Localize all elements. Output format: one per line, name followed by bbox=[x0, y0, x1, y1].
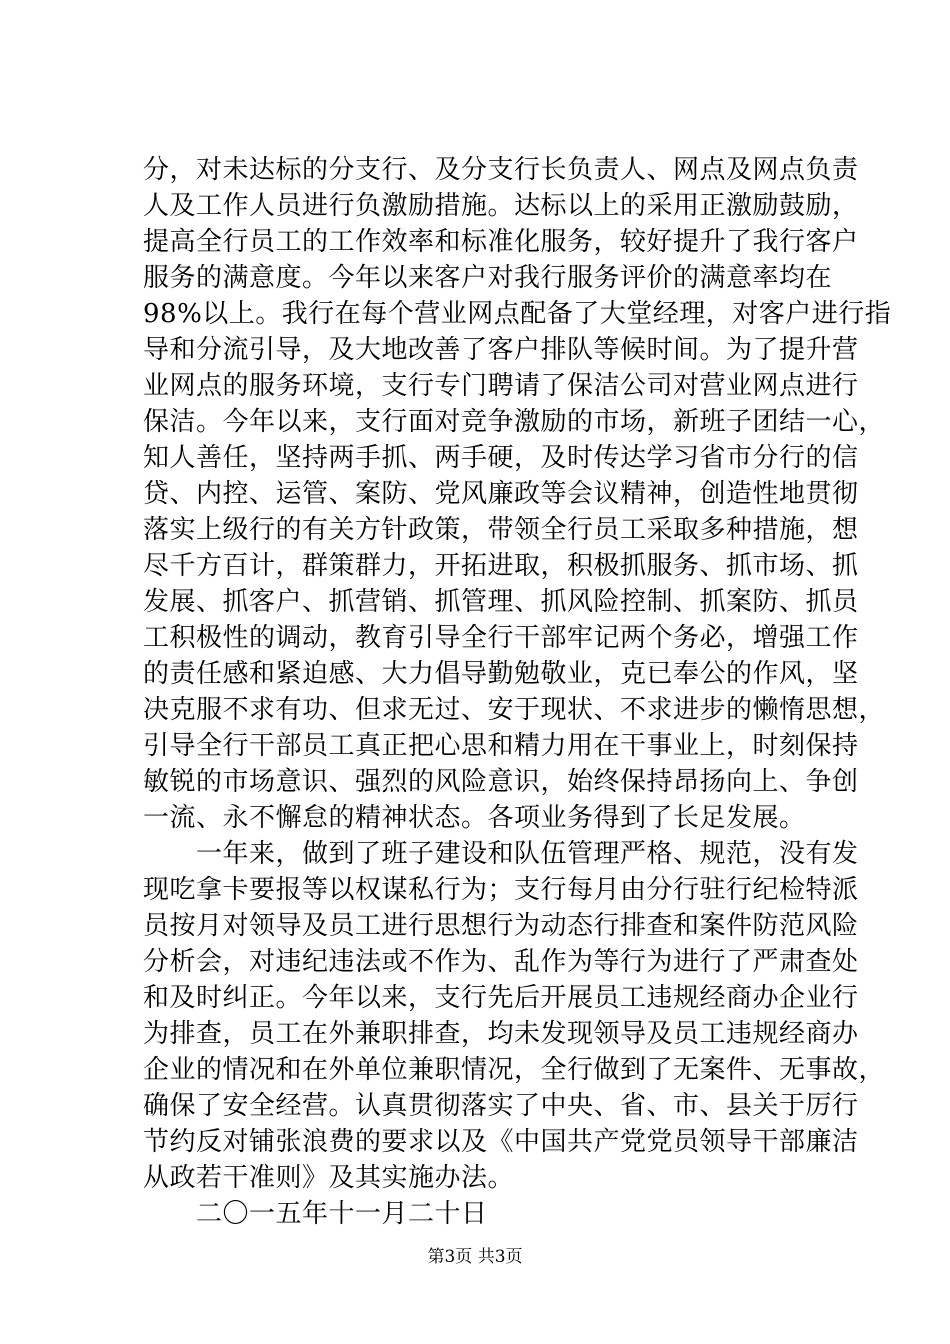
text-line: 导和分流引导，及大地改善了客户排队等候时间。为了提升营 bbox=[143, 335, 859, 365]
text-line: 落实上级行的有关方针政策，带领全行员工采取多种措施，想 bbox=[143, 515, 859, 545]
text-line: 节约反对铺张浪费的要求以及《中国共产党党员领导干部廉洁 bbox=[143, 1127, 859, 1157]
text-line: 员按月对领导及员工进行思想行为动态行排查和案件防范风险 bbox=[143, 911, 859, 941]
text-line: 分析会，对违纪违法或不作为、乱作为等行为进行了严肃查处 bbox=[143, 947, 859, 977]
text-line: 发展、抓客户、抓营销、抓管理、抓风险控制、抓案防、抓员 bbox=[143, 587, 859, 617]
page-footer bbox=[0, 1246, 950, 1268]
text-line: 确保了安全经营。认真贯彻落实了中央、省、市、县关于厉行 bbox=[143, 1091, 859, 1121]
text-line: 企业的情况和在外单位兼职情况，全行做到了无案件、无事故， bbox=[143, 1055, 886, 1085]
text-line: 保洁。今年以来，支行面对竞争激励的市场，新班子团结一心， bbox=[143, 407, 886, 437]
text-line: 98%以上。我行在每个营业网点配备了大堂经理，对客户进行指 bbox=[143, 299, 892, 329]
date-line: 二〇一五年十一月二十日 bbox=[143, 1199, 488, 1229]
text-line: 尽千方百计，群策群力，开拓进取，积极抓服务、抓市场、抓 bbox=[143, 551, 859, 581]
body-text bbox=[143, 152, 892, 1232]
text-line: 人及工作人员进行负激励措施。达标以上的采用正激励鼓励， bbox=[143, 191, 859, 221]
text-line: 现吃拿卡要报等以权谋私行为；支行每月由分行驻行纪检特派 bbox=[143, 875, 859, 905]
text-line: 敏锐的市场意识、强烈的风险意识，始终保持昂扬向上、争创 bbox=[143, 767, 859, 797]
text-line: 工积极性的调动，教育引导全行干部牢记两个务必，增强工作 bbox=[143, 623, 859, 653]
text-line: 服务的满意度。今年以来客户对我行服务评价的满意率均在 bbox=[143, 263, 833, 293]
text-line: 一流、永不懈怠的精神状态。各项业务得到了长足发展。 bbox=[143, 803, 806, 833]
text-line: 的责任感和紧迫感、大力倡导勤勉敬业，克已奉公的作风，坚 bbox=[143, 659, 859, 689]
text-line: 从政若干准则》及其实施办法。 bbox=[143, 1163, 515, 1193]
text-line: 和及时纠正。今年以来，支行先后开展员工违规经商办企业行 bbox=[143, 983, 859, 1013]
text-line: 为排查，员工在外兼职排查，均未发现领导及员工违规经商办 bbox=[143, 1019, 859, 1049]
text-line: 提高全行员工的工作效率和标准化服务，较好提升了我行客户 bbox=[143, 227, 859, 257]
text-line: 分，对未达标的分支行、及分支行长负责人、网点及网点负责 bbox=[143, 155, 859, 185]
page-number-label: 第3页 共3页 bbox=[427, 1247, 523, 1267]
text-line: 贷、内控、运管、案防、党风廉政等会议精神，创造性地贯彻 bbox=[143, 479, 859, 509]
text-line: 业网点的服务环境，支行专门聘请了保洁公司对营业网点进行 bbox=[143, 371, 859, 401]
text-line: 引导全行干部员工真正把心思和精力用在干事业上，时刻保持 bbox=[143, 731, 859, 761]
text-line: 知人善任，坚持两手抓、两手硬，及时传达学习省市分行的信 bbox=[143, 443, 859, 473]
text-line: 决克服不求有功、但求无过、安于现状、不求进步的懒惰思想， bbox=[143, 695, 886, 725]
text-line: 一年来，做到了班子建设和队伍管理严格、规范，没有发 bbox=[143, 839, 859, 869]
